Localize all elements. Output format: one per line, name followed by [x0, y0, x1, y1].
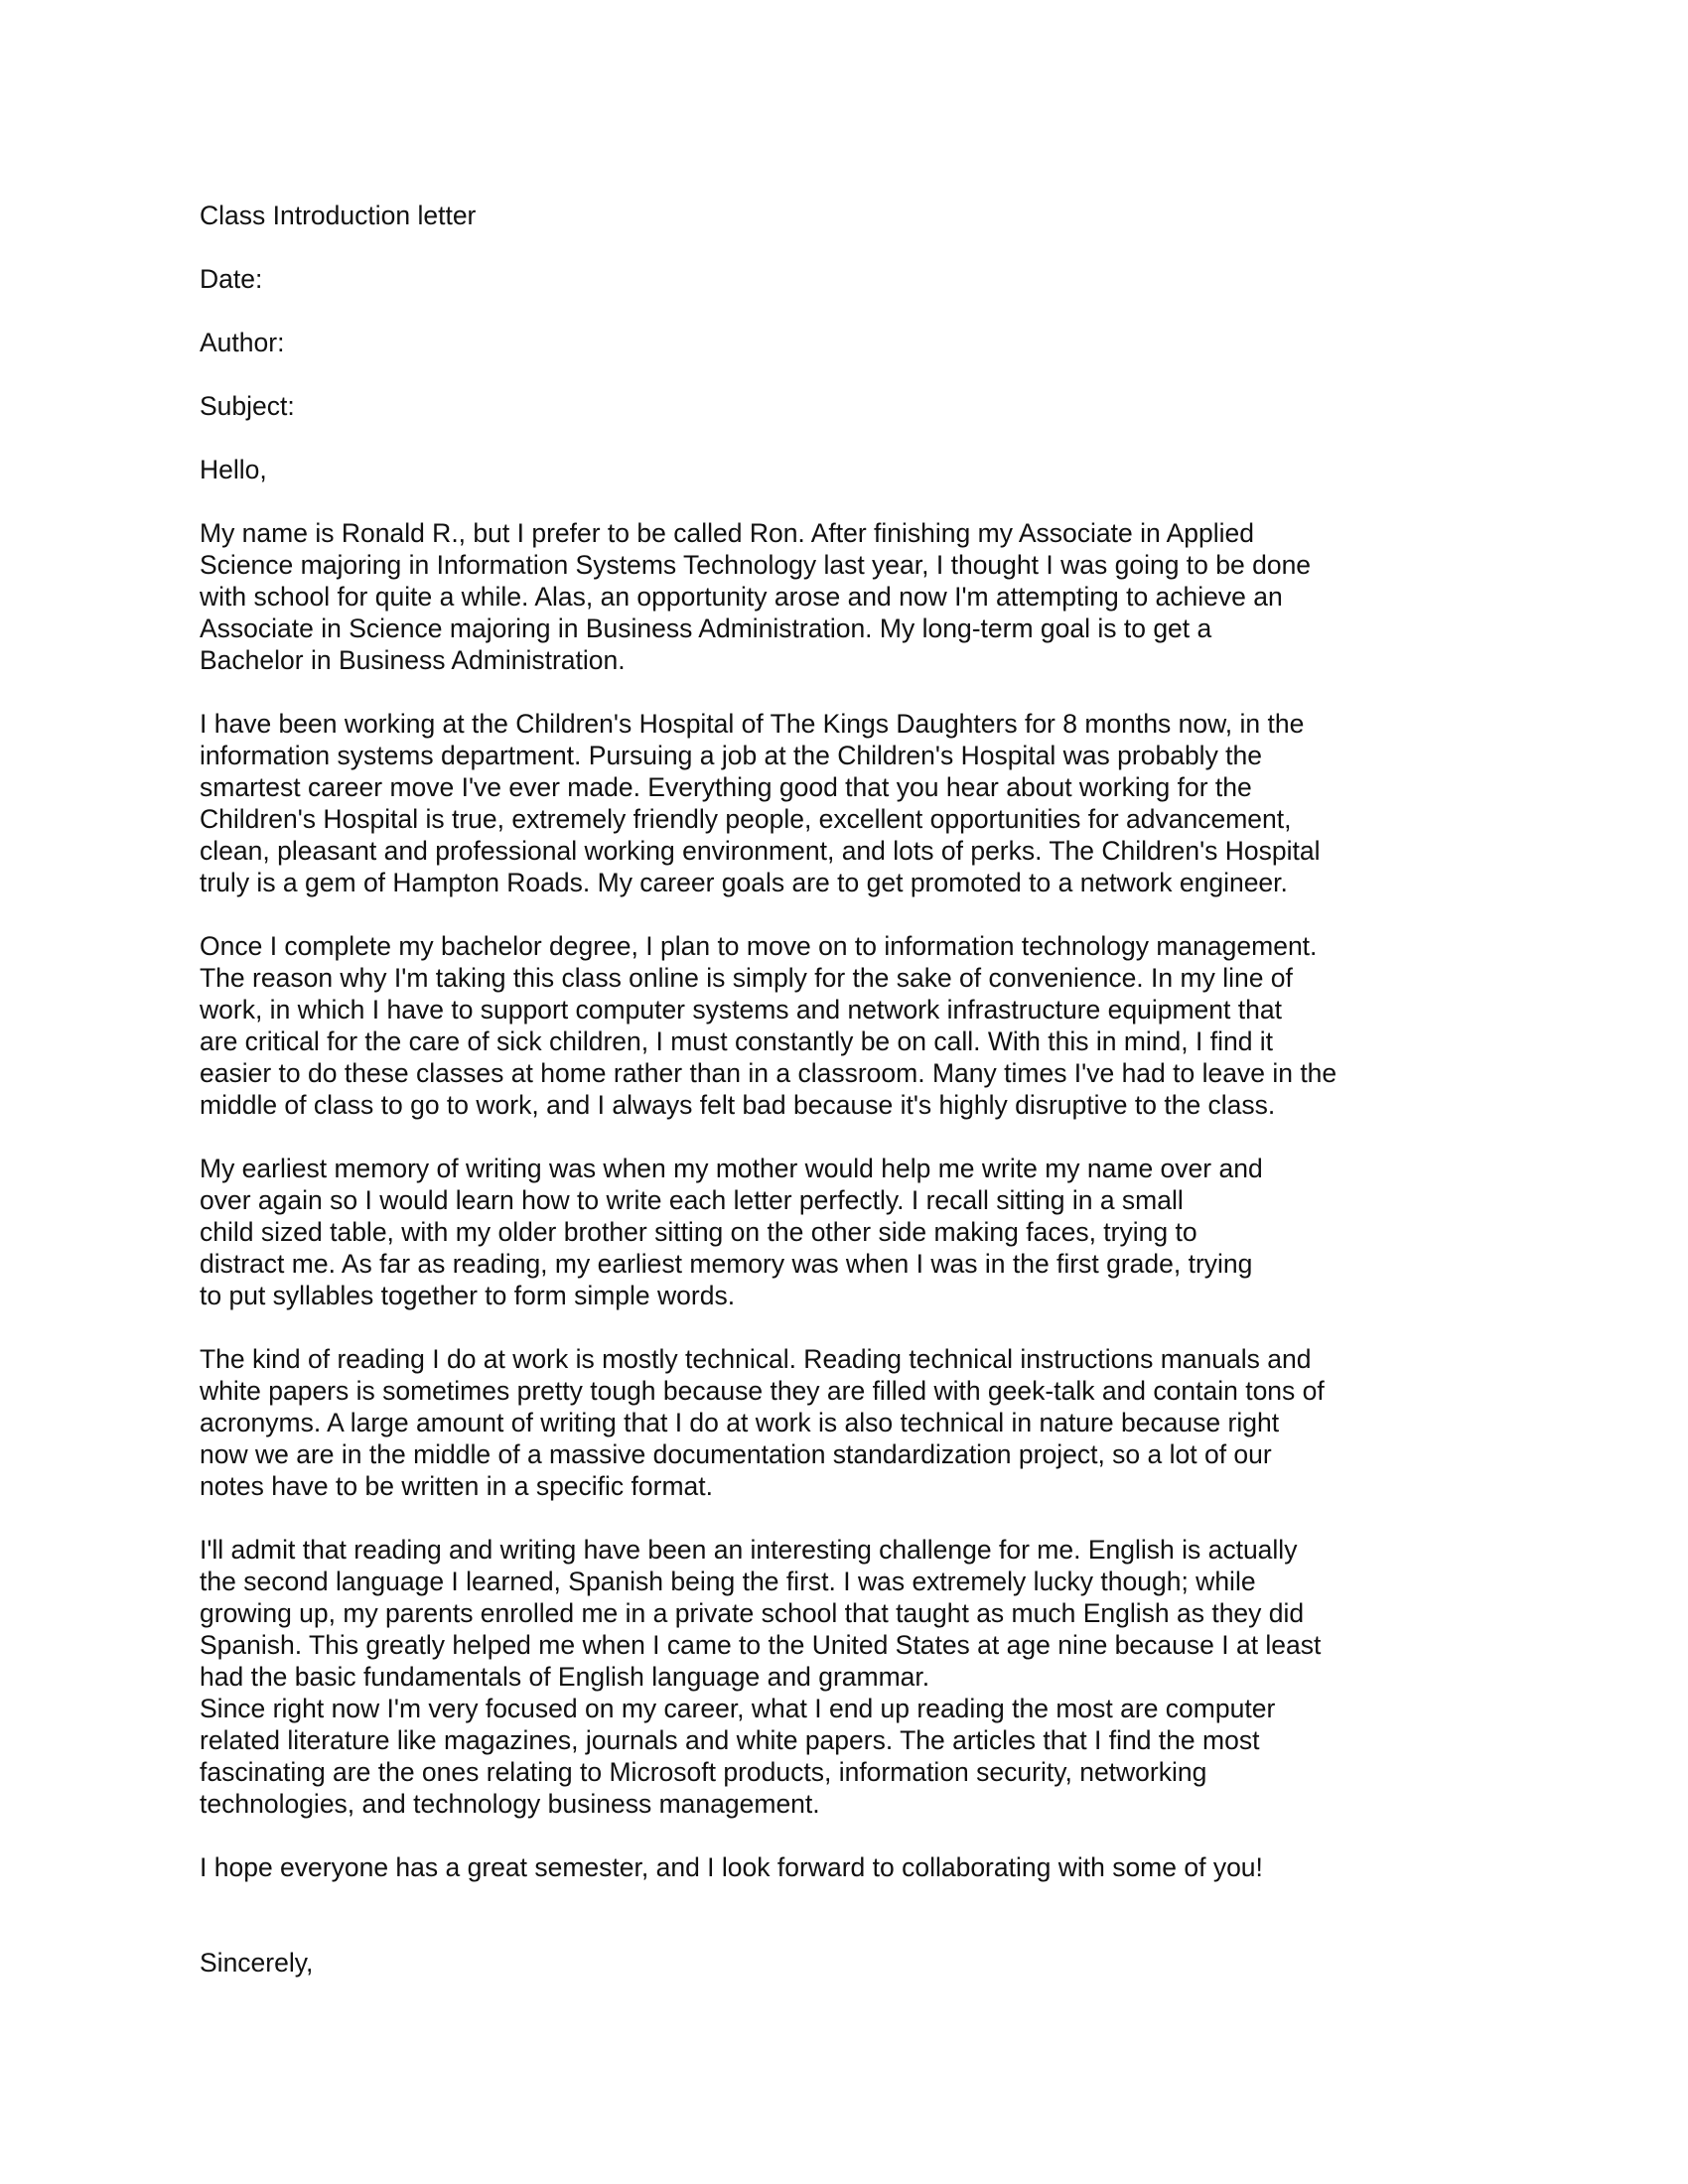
- paragraph-line: Bachelor in Business Administration.: [200, 645, 626, 675]
- paragraph-line: child sized table, with my older brother sitting on the other side making faces, trying to: [200, 1217, 1197, 1247]
- signoff: Sincerely,: [200, 1948, 314, 1978]
- paragraph-line: Since right now I'm very focused on my career, what I end up reading the most are computer: [200, 1694, 1276, 1723]
- paragraph-line: clean, pleasant and professional working environment, and lots of perks. The Children's Hospital: [200, 836, 1321, 866]
- paragraph-line: work, in which I have to support computer systems and network infrastructure equipment that: [200, 995, 1282, 1024]
- paragraph-line: are critical for the care of sick children, I must constantly be on call. With this in mind, I find it: [200, 1026, 1274, 1056]
- paragraph-line: white papers is sometimes pretty tough because they are filled with geek-talk and contain tons of: [200, 1376, 1325, 1406]
- paragraph-line: had the basic fundamentals of English language and grammar.: [200, 1662, 930, 1692]
- paragraph-education: [200, 517, 1490, 676]
- author-label: Author:: [200, 328, 285, 357]
- paragraph-line: acronyms. A large amount of writing that I do at work is also technical in nature because right: [200, 1408, 1280, 1437]
- date-label: Date:: [200, 264, 263, 294]
- blank-line: [200, 422, 1490, 454]
- paragraph-earliest-memory: [200, 1153, 1490, 1311]
- paragraph-line: I have been working at the Children's Hospital of The Kings Daughters for 8 months now, in the: [200, 709, 1305, 739]
- paragraph-line: growing up, my parents enrolled me in a private school that taught as much English as they did: [200, 1598, 1305, 1628]
- paragraph-line: related literature like magazines, journals and white papers. The articles that I find the most: [200, 1725, 1260, 1755]
- paragraph-line: Once I complete my bachelor degree, I plan to move on to information technology management.: [200, 931, 1318, 961]
- paragraph-line: now we are in the middle of a massive documentation standardization project, so a lot of our: [200, 1439, 1272, 1469]
- paragraph-line: middle of class to go to work, and I always felt bad because it's highly disruptive to the class.: [200, 1090, 1276, 1120]
- paragraph-line: The reason why I'm taking this class online is simply for the sake of convenience. In my line of: [200, 963, 1293, 993]
- paragraph-line: Science majoring in Information Systems Technology last year, I thought I was going to be done: [200, 550, 1312, 580]
- paragraph-line: Children's Hospital is true, extremely friendly people, excellent opportunities for advancement,: [200, 804, 1292, 834]
- paragraph-line: to put syllables together to form simple words.: [200, 1281, 736, 1310]
- blank-line: [200, 1820, 1490, 1851]
- blank-line: [200, 1883, 1490, 1947]
- paragraph-language: [200, 1534, 1490, 1820]
- paragraph-line: notes have to be written in a specific format.: [200, 1471, 714, 1501]
- letter-body: [200, 200, 1490, 1979]
- paragraph-line: My earliest memory of writing was when my mother would help me write my name over and: [200, 1154, 1263, 1183]
- paragraph-line: The kind of reading I do at work is mostly technical. Reading technical instructions manuals and: [200, 1344, 1312, 1374]
- blank-line: [200, 1121, 1490, 1153]
- blank-line: [200, 1502, 1490, 1534]
- paragraph-work: [200, 708, 1490, 898]
- greeting: Hello,: [200, 455, 267, 484]
- closing-line: I hope everyone has a great semester, and I look forward to collaborating with some of you!: [200, 1852, 1263, 1882]
- paragraph-line: fascinating are the ones relating to Microsoft products, information security, networking: [200, 1757, 1207, 1787]
- blank-line: [200, 295, 1490, 327]
- paragraph-line: easier to do these classes at home rather than in a classroom. Many times I've had to leave in the: [200, 1058, 1337, 1088]
- paragraph-line: truly is a gem of Hampton Roads. My career goals are to get promoted to a network engineer.: [200, 868, 1288, 897]
- letter-title: Class Introduction letter: [200, 201, 477, 230]
- subject-label: Subject:: [200, 391, 295, 421]
- paragraph-line: My name is Ronald R., but I prefer to be called Ron. After finishing my Associate in Applied: [200, 518, 1255, 548]
- paragraph-line: Spanish. This greatly helped me when I came to the United States at age nine because I at least: [200, 1630, 1322, 1660]
- paragraph-line: distract me. As far as reading, my earliest memory was when I was in the first grade, trying: [200, 1249, 1253, 1279]
- blank-line: [200, 898, 1490, 930]
- paragraph-line: the second language I learned, Spanish being the first. I was extremely lucky though; while: [200, 1567, 1256, 1596]
- paragraph-online-class: [200, 930, 1490, 1121]
- blank-line: [200, 676, 1490, 708]
- paragraph-line: I'll admit that reading and writing have been an interesting challenge for me. English is actually: [200, 1535, 1298, 1565]
- paragraph-line: smartest career move I've ever made. Everything good that you hear about working for the: [200, 772, 1252, 802]
- blank-line: [200, 1311, 1490, 1343]
- paragraph-line: technologies, and technology business management.: [200, 1789, 820, 1819]
- paragraph-line: Associate in Science majoring in Business Administration. My long-term goal is to get a: [200, 614, 1212, 643]
- blank-line: [200, 485, 1490, 517]
- blank-line: [200, 231, 1490, 263]
- paragraph-line: information systems department. Pursuing a job at the Children's Hospital was probably the: [200, 741, 1263, 770]
- paragraph-work-reading: [200, 1343, 1490, 1502]
- blank-line: [200, 358, 1490, 390]
- paragraph-line: over again so I would learn how to write each letter perfectly. I recall sitting in a small: [200, 1185, 1184, 1215]
- paragraph-line: with school for quite a while. Alas, an opportunity arose and now I'm attempting to achieve an: [200, 582, 1283, 612]
